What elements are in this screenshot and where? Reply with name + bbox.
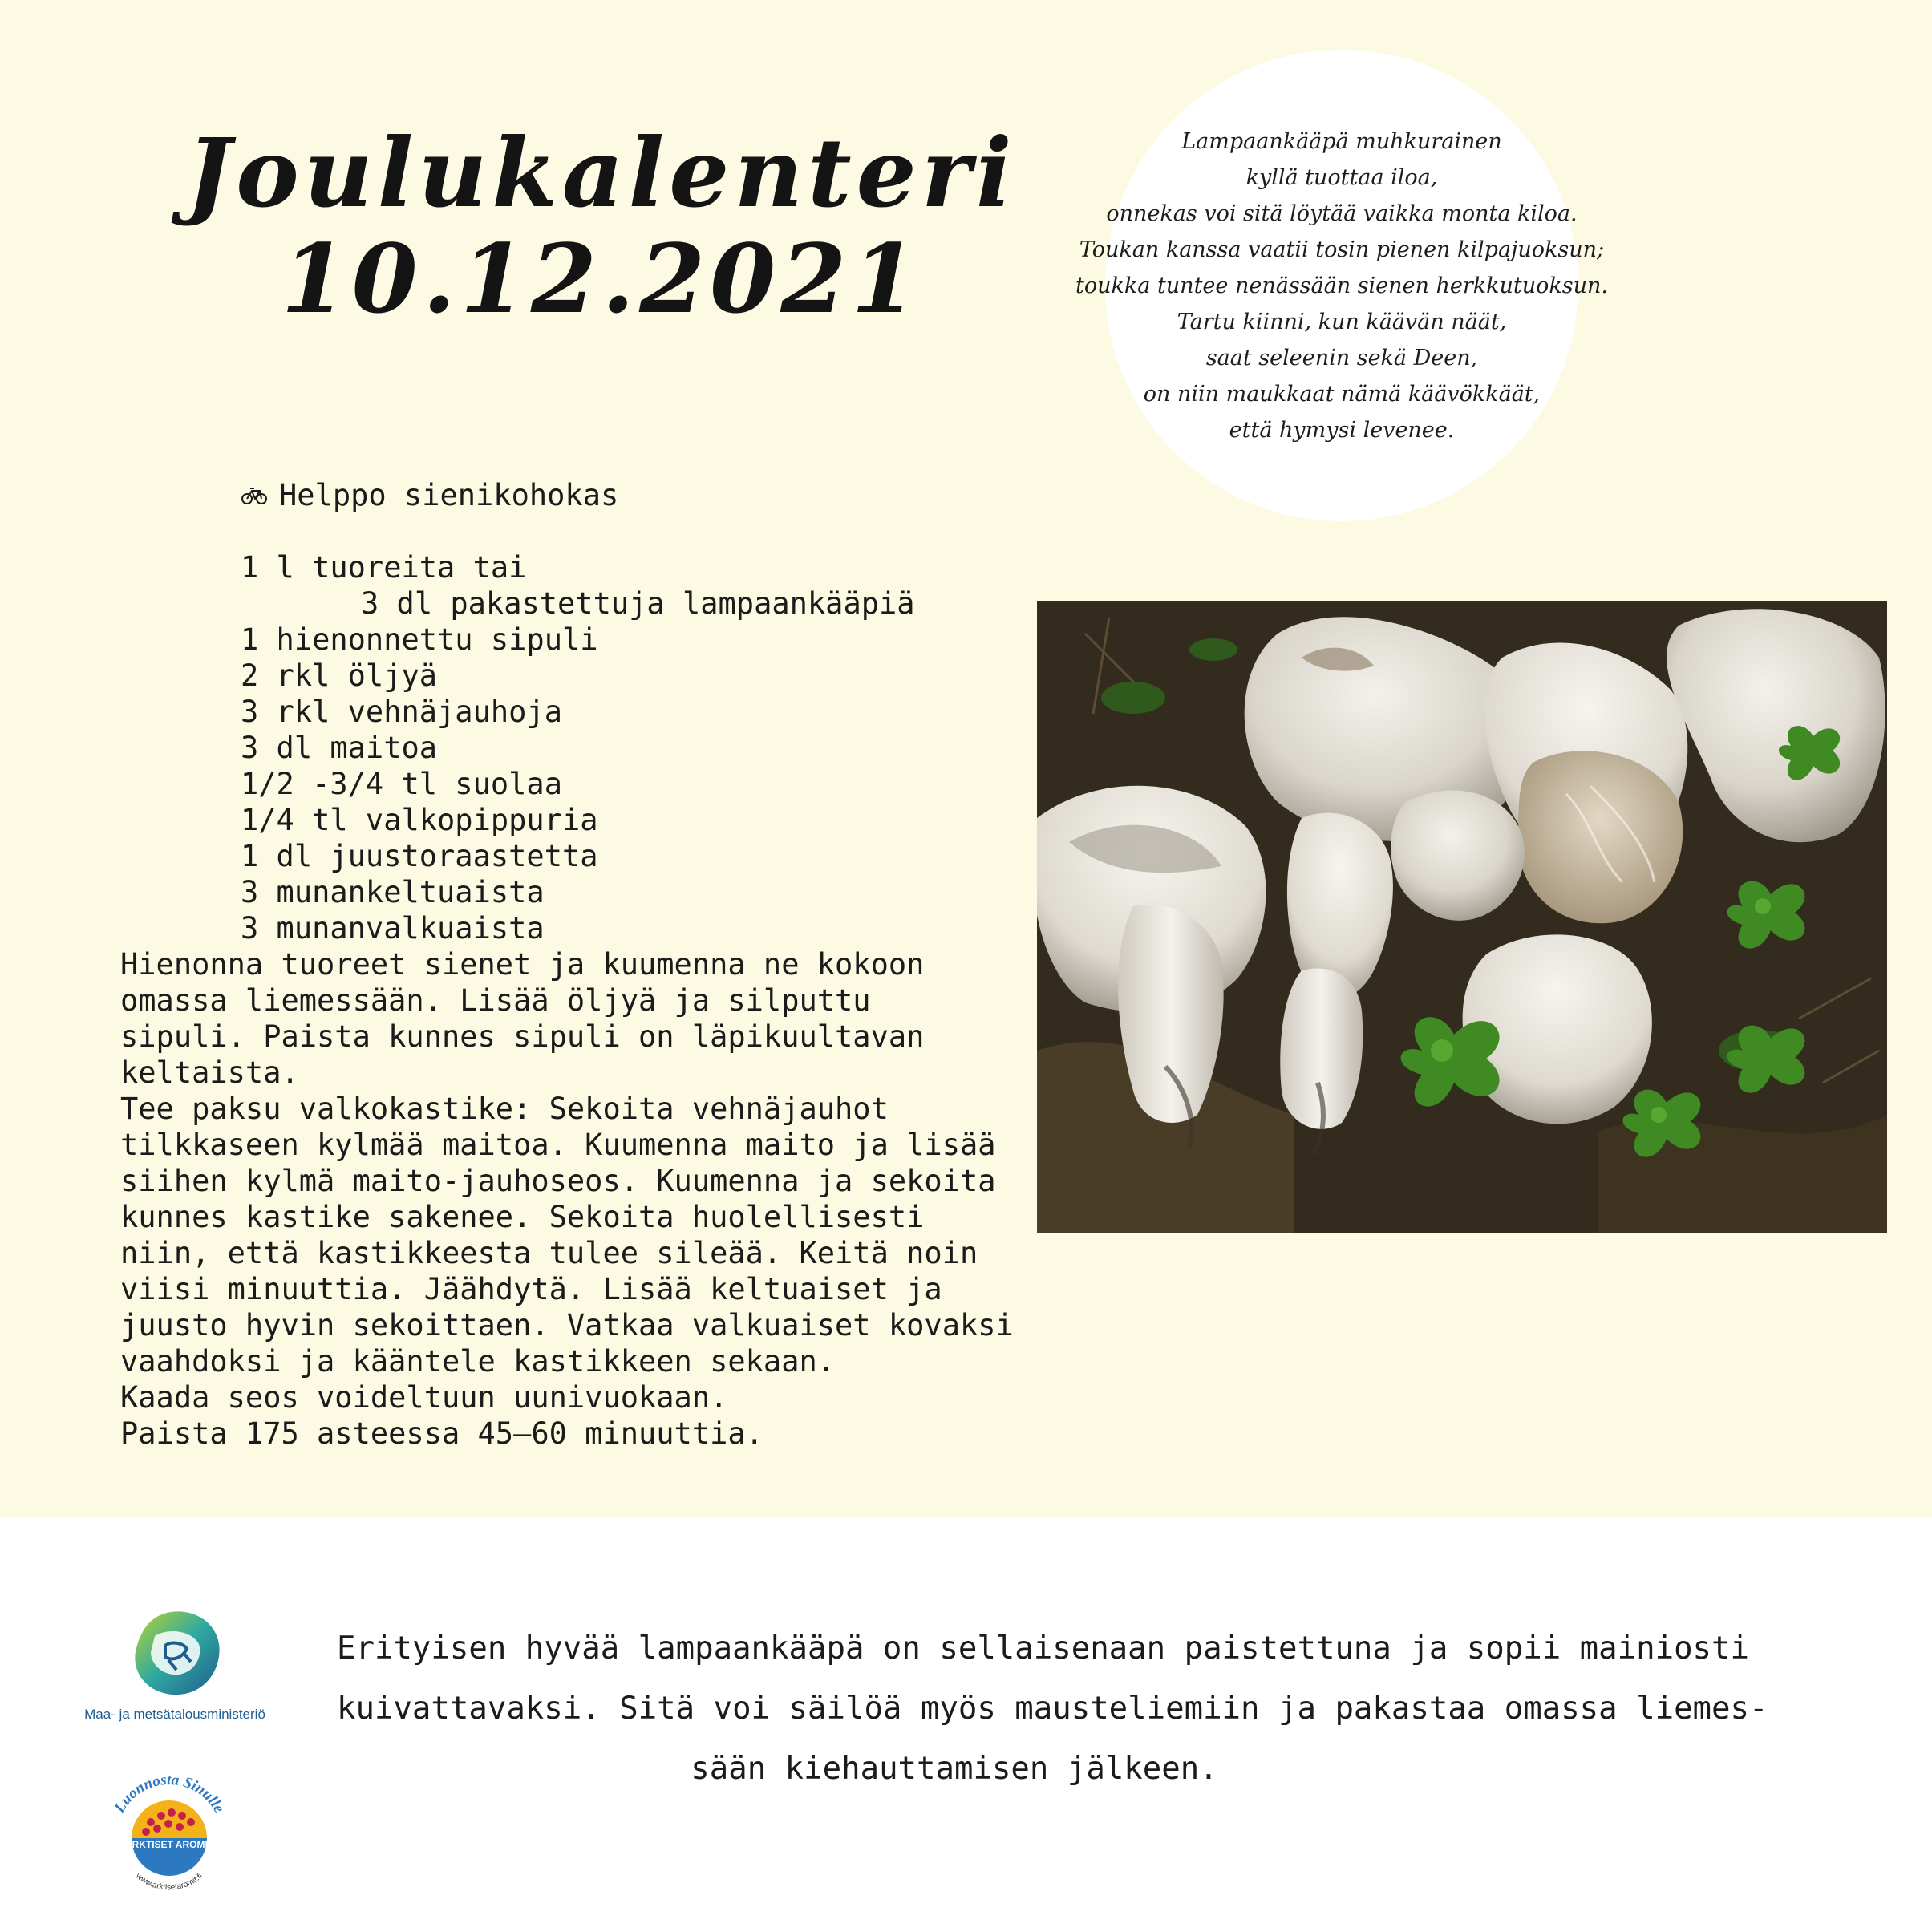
poem-line: Tartu kiinni, kun käävän näät, [1177,309,1507,334]
method-text [120,946,1043,1452]
footer-line: Erityisen hyvää lampaankääpä on sellaisenaan paistettuna ja sopii mainiosti [337,1630,1749,1667]
method-line: keltaista. [120,1055,299,1090]
poem-line: toukka tuntee nenässään sienen herkkutuoksun. [1075,273,1608,298]
arktiset-url-text: www.arktisetaromit.fi [134,1871,205,1893]
poem-line: Lampaankääpä muhkurainen [1181,128,1502,154]
poem-line: Toukan kanssa vaatii tosin pienen kilpajuoksun; [1079,237,1605,262]
poem-line: onnekas voi sitä löytää vaikka monta kiloa. [1106,200,1578,226]
poem-line: että hymysi levenee. [1229,417,1455,443]
poem-line: kyllä tuottaa iloa, [1245,164,1438,190]
ingredient: 3 rkl vehnäjauhoja [241,695,562,729]
recipe [120,477,1043,1452]
ministry-logo [71,1604,279,1732]
method-line: Kaada seos voideltuun uunivuokaan. [120,1380,728,1415]
ingredient: 3 munanvalkuaista [241,911,545,946]
bicycle-icon [241,485,268,506]
ingredient: 1 l tuoreita tai [241,550,527,585]
ingredient: 2 rkl öljyä [241,658,438,693]
page-title [120,117,1083,334]
method-line: tilkkaseen kylmää maitoa. Kuumenna maito ja lisää [120,1128,996,1162]
arktiset-mid-text: ARKTISET AROMIT [124,1839,214,1850]
ingredient: 3 munankeltuaista [241,875,545,909]
title-line1: Joulukalenteri [186,117,1017,229]
poem-line: saat seleenin sekä Deen, [1205,345,1478,371]
method-line: Tee paksu valkokastike: Sekoita vehnäjauhot [120,1092,889,1126]
ingredient: 1/2 -3/4 tl suolaa [241,767,562,801]
ingredient: 3 dl pakastettuja lampaankääpiä [361,586,915,621]
footer-line: sään kiehauttamisen jälkeen. [691,1751,1218,1787]
ingredient-list [120,549,1043,946]
method-line: viisi minuuttia. Jäähdytä. Lisää keltuaiset ja [120,1272,942,1306]
method-line: niin, että kastikkeesta tulee sileää. Keitä noin [120,1236,978,1270]
recipe-name: Helppo sienikohokas [279,478,619,512]
mushroom-photo [1037,601,1887,1233]
arktiset-aromit-logo [101,1764,237,1901]
method-line: omassa liemessään. Lisää öljyä ja silputtu [120,983,871,1018]
method-line: juusto hyvin sekoittaen. Vatkaa valkuaiset kovaksi [120,1308,1014,1343]
poem-line: on niin maukkaat nämä käävökkäät, [1143,381,1541,407]
recipe-heading [241,477,1043,513]
ingredient: 1/4 tl valkopippuria [241,803,598,837]
poem-ellipse [1075,50,1608,521]
title-date: 10.12.2021 [281,223,922,334]
method-line: siihen kylmä maito-jauhoseos. Kuumenna ja sekoita [120,1164,996,1198]
arktiset-top-text: Luonnosta Sinulle [111,1771,228,1817]
method-line: kunnes kastike sakenee. Sekoita huolellisesti [120,1200,925,1234]
method-line: sipuli. Paista kunnes sipuli on läpikuultavan [120,1019,925,1054]
method-line: Paista 175 asteessa 45–60 minuuttia. [120,1416,763,1451]
ingredient: 3 dl maitoa [241,731,438,765]
method-line: Hienonna tuoreet sienet ja kuumenna ne kokoon [120,947,925,982]
footer-note [337,1618,1768,1799]
ingredient: 1 hienonnettu sipuli [241,622,598,657]
ministry-name: Maa- ja metsätalousministeriö [84,1707,265,1722]
ingredient: 1 dl juustoraastetta [241,839,598,873]
footer-line: kuivattavaksi. Sitä voi säilöä myös mausteliemiin ja pakastaa omassa liemes- [337,1691,1768,1727]
method-line: vaahdoksi ja kääntele kastikkeen sekaan. [120,1344,836,1379]
ministry-lion-icon [71,1604,279,1704]
